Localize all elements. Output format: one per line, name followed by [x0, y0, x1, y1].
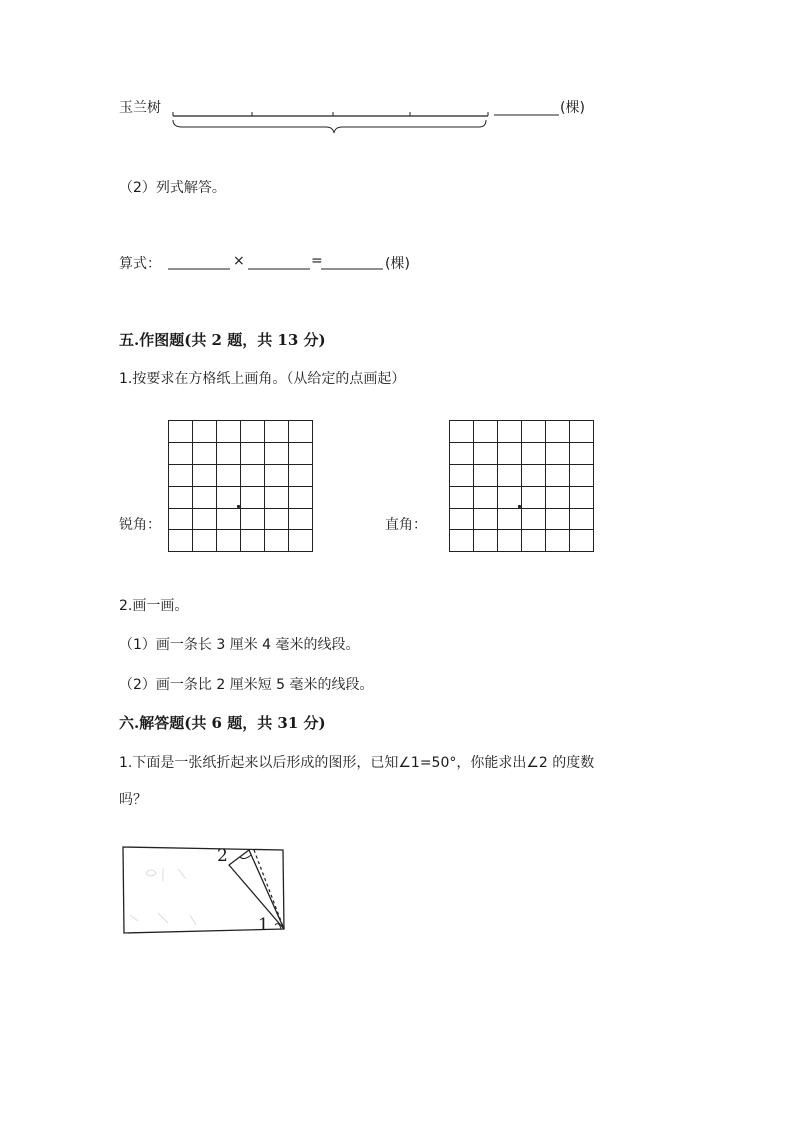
- magnolia-label: 玉兰树: [119, 100, 161, 116]
- formula-blank-3[interactable]: [321, 267, 385, 271]
- formula-label: 算式：: [119, 256, 161, 272]
- right-angle-grid[interactable]: [449, 420, 595, 553]
- times-sign: ×: [233, 253, 245, 269]
- sub2-title: （2）列式解答。: [119, 180, 226, 196]
- acute-angle-grid[interactable]: [168, 420, 314, 553]
- magnolia-segment-diagram: [170, 100, 500, 140]
- magnolia-answer-blank[interactable]: [494, 113, 564, 117]
- acute-angle-label: 锐角：: [119, 517, 161, 533]
- formula-blank-2[interactable]: [248, 267, 312, 271]
- formula-unit: (棵): [385, 256, 410, 272]
- section5-q2-text: 2.画一画。: [119, 598, 189, 614]
- section5-q1-text: 1.按要求在方格纸上画角。（从给定的点画起）: [119, 371, 406, 387]
- section5-q2-item1: （1）画一条长 3 厘米 4 毫米的线段。: [119, 637, 360, 653]
- section5-q2-item2: （2）画一条比 2 厘米短 5 毫米的线段。: [119, 677, 374, 693]
- equals-sign: =: [311, 253, 323, 269]
- acute-start-point: [237, 505, 240, 508]
- figure-label-angle-2: 2: [217, 846, 228, 866]
- figure-label-angle-1: 1: [258, 915, 269, 935]
- section6-q1-line2: 吗？: [119, 792, 147, 808]
- section6-heading: 六.解答题(共 6 题，共 31 分): [119, 714, 326, 732]
- formula-blank-1[interactable]: [168, 267, 232, 271]
- right-start-point: [518, 505, 521, 508]
- magnolia-unit: (棵): [560, 100, 585, 116]
- section5-heading: 五.作图题(共 2 题，共 13 分): [119, 331, 326, 349]
- section6-q1-line1: 1.下面是一张纸折起来以后形成的图形，已知∠1=50°，你能求出∠2 的度数: [119, 755, 595, 771]
- right-angle-label: 直角：: [385, 517, 427, 533]
